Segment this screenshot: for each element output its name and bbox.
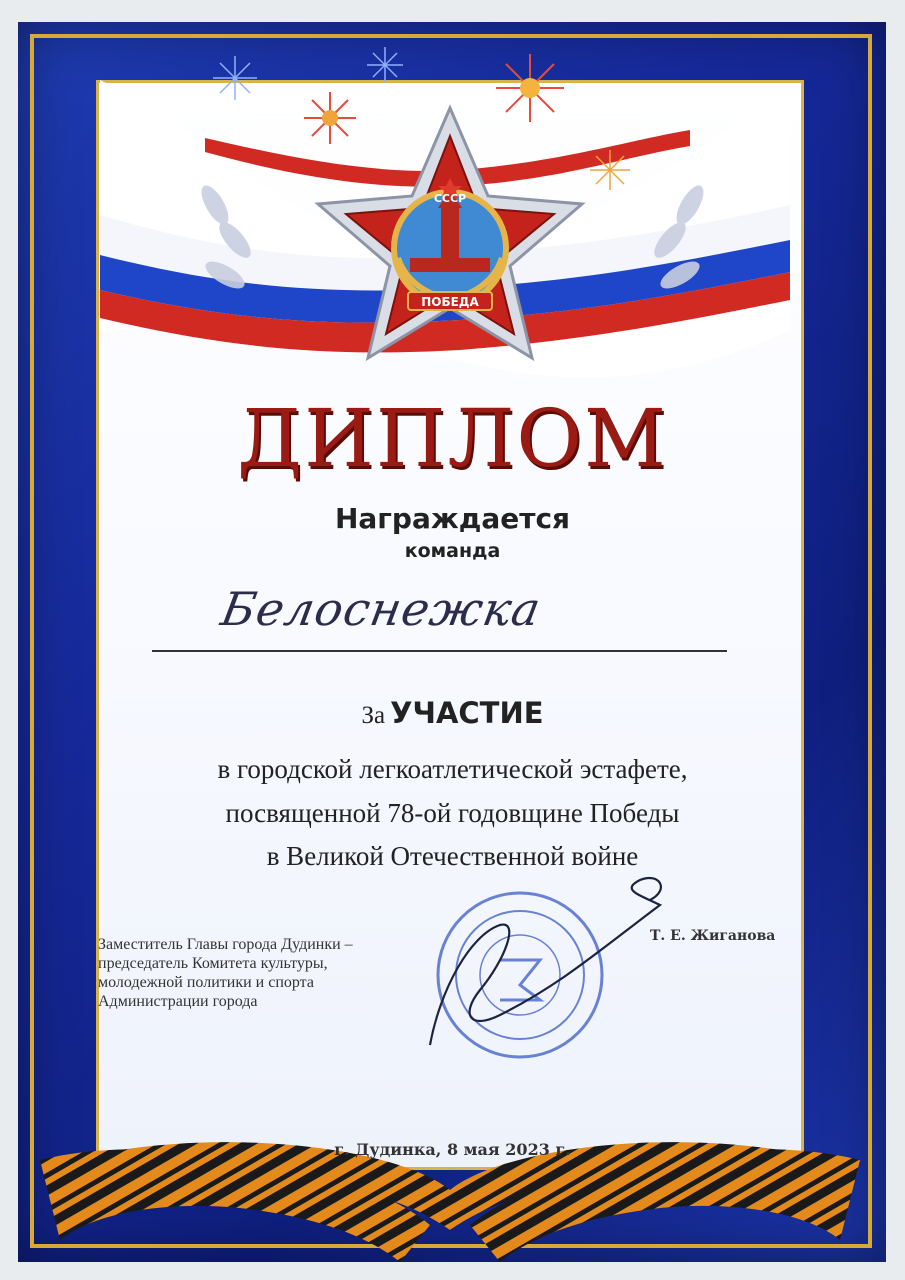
body-line: в городской легкоатлетической эстафете, <box>217 754 688 784</box>
signer-title-line: молодежной политики и спорта <box>98 974 314 991</box>
diploma-title: ДИПЛОМ <box>237 392 668 485</box>
signer-name: Т. Е. Жиганова <box>650 928 776 944</box>
signer-title-line: Заместитель Главы города Дудинки – <box>98 936 353 953</box>
team-label: команда <box>404 540 501 562</box>
body-line: в Великой Отечественной войне <box>266 841 639 871</box>
signer-title <box>98 935 353 1011</box>
emblem-tower <box>441 208 459 266</box>
body-line: посвященной 78-ой годовщине Победы <box>225 798 680 828</box>
signer-title-line: Администрации города <box>98 993 258 1010</box>
team-name-underline <box>152 650 727 652</box>
award-reason <box>0 696 905 730</box>
for-reason: УЧАСТИЕ <box>390 696 544 730</box>
place-date: г. Дудинка, 8 мая 2023 г. <box>334 1140 571 1159</box>
emblem-top-text: СССР <box>433 192 467 205</box>
official-stamp <box>438 893 602 1057</box>
awarded-text: Награждается <box>334 502 571 535</box>
for-word: За <box>361 702 386 729</box>
signer-title-line: председатель Комитета культуры, <box>98 955 328 972</box>
handwritten-signature <box>430 878 661 1045</box>
emblem-ribbon-text: ПОБЕДА <box>421 295 479 309</box>
team-name-handwritten: Белоснежка <box>217 582 546 636</box>
